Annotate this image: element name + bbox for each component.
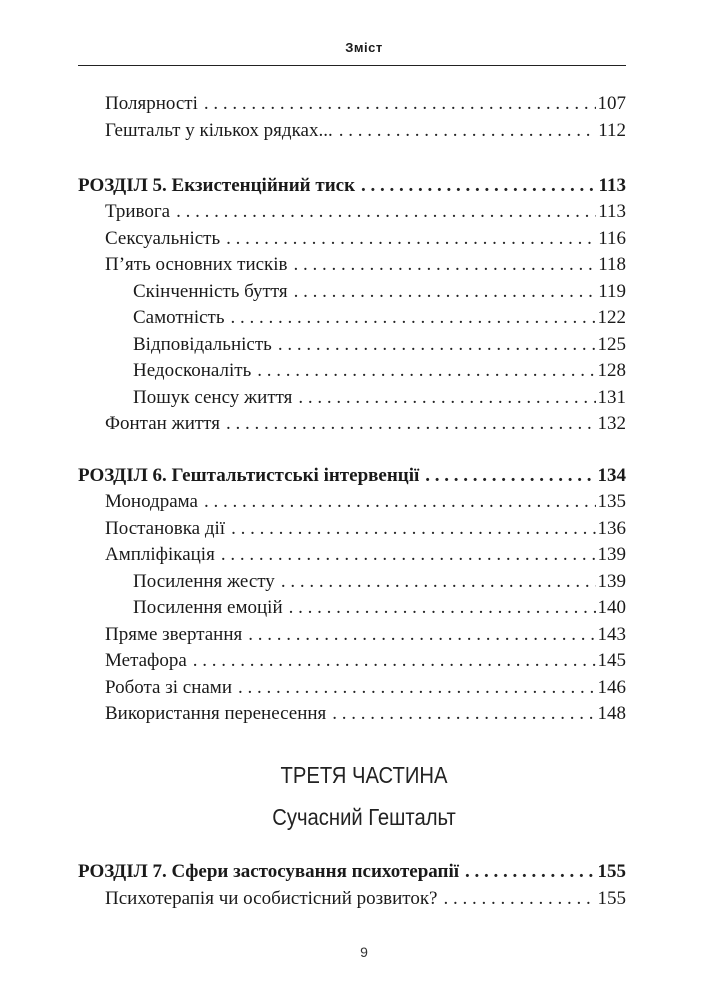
dot-leader: [248, 622, 595, 648]
toc-entry: [105, 252, 626, 278]
toc-subentry-title: Посилення жесту: [133, 571, 275, 592]
toc-entry-title: Гештальт у кількох рядках...: [105, 120, 333, 141]
toc-subentry-page: 122: [597, 307, 626, 328]
toc-entry: [105, 648, 626, 674]
toc-entry-title: Метафора: [105, 650, 187, 671]
dot-leader: [231, 305, 596, 331]
toc-subentry-page: 131: [597, 387, 626, 408]
toc-entry: [105, 118, 626, 144]
toc-entry-page: 107: [597, 93, 626, 114]
toc-subentry: [133, 305, 626, 331]
header-rule: [78, 65, 626, 66]
toc-entry-page: 136: [597, 518, 626, 539]
dot-leader: [361, 173, 597, 199]
toc-subentry: [133, 279, 626, 305]
toc-entry-title: Робота зі снами: [105, 677, 232, 698]
toc-chapter: [78, 463, 626, 489]
toc-entry-page: 155: [597, 888, 626, 909]
toc-entry: [105, 226, 626, 252]
page-number: 9: [360, 944, 368, 960]
toc-entry-title: Полярності: [105, 93, 198, 114]
toc-subentry: [133, 595, 626, 621]
toc-entry-page: 112: [598, 120, 626, 141]
dot-leader: [226, 226, 596, 252]
toc-entry-title: Монодрама: [105, 491, 198, 512]
toc-chapter: [78, 173, 626, 199]
toc-entry-title: Ампліфікація: [105, 544, 215, 565]
dot-leader: [294, 252, 597, 278]
dot-leader: [204, 91, 596, 117]
toc-subentry: [133, 332, 626, 358]
dot-leader: [221, 542, 596, 568]
dot-leader: [226, 411, 596, 437]
toc-entry-page: 116: [598, 228, 626, 249]
dot-leader: [231, 516, 595, 542]
dot-leader: [257, 358, 595, 384]
toc-chapter-page: 113: [598, 175, 626, 196]
toc-entry-title: Пряме звертання: [105, 624, 243, 645]
toc-entry-page: 148: [597, 703, 626, 724]
toc-subentry: [133, 569, 626, 595]
toc-entry: [105, 675, 626, 701]
dot-leader: [193, 648, 596, 674]
dot-leader: [332, 701, 595, 727]
running-head: Зміст: [345, 40, 383, 55]
toc-chapter-page: 134: [597, 465, 626, 486]
toc-entry: [105, 199, 626, 225]
toc-entry-title: Сексуальність: [105, 228, 221, 249]
toc-entry: [105, 516, 626, 542]
toc-chapter-title: РОЗДІЛ 6. Гештальтистські інтервенції: [78, 465, 420, 486]
toc-entry-page: 113: [598, 201, 626, 222]
toc-chapter-page: 155: [597, 861, 626, 882]
toc-entry-page: 139: [597, 544, 626, 565]
toc-entry: [105, 91, 626, 117]
toc-entry-title: Постановка дії: [105, 518, 226, 539]
toc-entry-page: 143: [597, 624, 626, 645]
toc-subentry-title: Відповідальність: [133, 334, 272, 355]
toc-entry-title: Фонтан життя: [105, 413, 220, 434]
toc-subentry-title: Пошук сенсу життя: [133, 387, 293, 408]
toc-subentry-title: Недосконаліть: [133, 360, 252, 381]
toc-subentry: [133, 385, 626, 411]
part-title: ТРЕТЯ ЧАСТИНА: [280, 762, 448, 788]
dot-leader: [294, 279, 597, 305]
toc-subentry-page: 125: [597, 334, 626, 355]
toc-subentry-title: Самотність: [133, 307, 225, 328]
dot-leader: [281, 569, 596, 595]
toc-entry: [105, 701, 626, 727]
toc-entry-page: 145: [597, 650, 626, 671]
dot-leader: [465, 859, 595, 885]
toc-subentry-page: 140: [597, 597, 626, 618]
toc-entry-page: 135: [597, 491, 626, 512]
toc-entry-page: 146: [597, 677, 626, 698]
toc-chapter: [78, 859, 626, 885]
dot-leader: [204, 489, 596, 515]
toc-subentry-page: 128: [597, 360, 626, 381]
toc-subentry-page: 119: [598, 281, 626, 302]
toc-subentry-title: Скінченність буття: [133, 281, 288, 302]
part-subtitle: Сучасний Гештальт: [272, 804, 456, 830]
toc-entry-title: Тривога: [105, 201, 171, 222]
dot-leader: [289, 595, 596, 621]
dot-leader: [298, 385, 595, 411]
dot-leader: [443, 886, 595, 912]
toc-subentry-page: 139: [597, 571, 626, 592]
toc-entry: [105, 886, 626, 912]
toc-subentry-title: Посилення емоцій: [133, 597, 283, 618]
toc-subentry: [133, 358, 626, 384]
dot-leader: [278, 332, 596, 358]
toc-entry-title: Використання перенесення: [105, 703, 327, 724]
dot-leader: [238, 675, 596, 701]
dot-leader: [176, 199, 596, 225]
toc-entry: [105, 489, 626, 515]
toc-entry: [105, 622, 626, 648]
toc-entry-title: П’ять основних тисків: [105, 254, 288, 275]
dot-leader: [339, 118, 597, 144]
toc-chapter-title: РОЗДІЛ 5. Екзистенційний тиск: [78, 175, 356, 196]
toc-entry: [105, 411, 626, 437]
toc-chapter-title: РОЗДІЛ 7. Сфери застосування психотерапії: [78, 861, 460, 882]
toc-entry-page: 118: [598, 254, 626, 275]
toc-entry-page: 132: [597, 413, 626, 434]
toc-entry: [105, 542, 626, 568]
toc-entry-title: Психотерапія чи особистісний розвиток?: [105, 888, 438, 909]
dot-leader: [425, 463, 595, 489]
